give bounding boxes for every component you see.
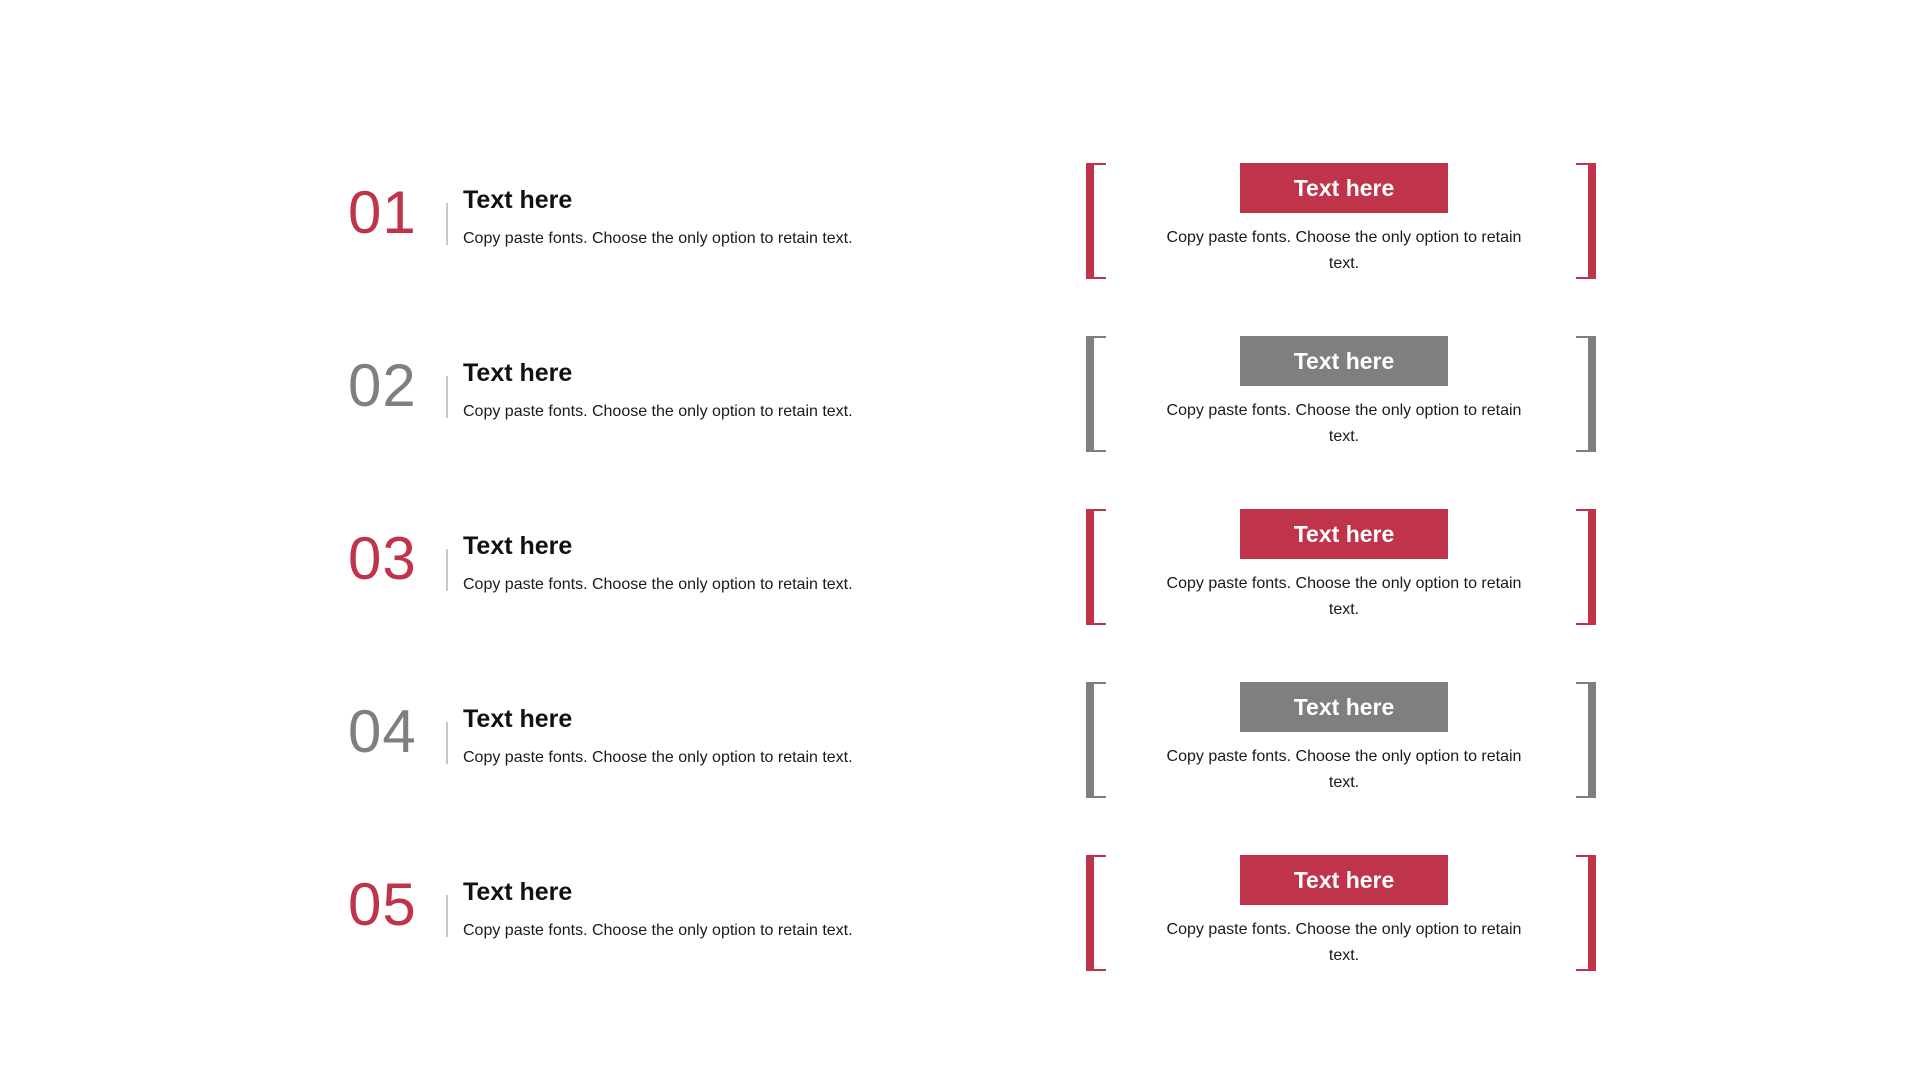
- left-item-description: Copy paste fonts. Choose the only option to retain text.: [463, 576, 853, 593]
- left-bracket: [1086, 682, 1106, 798]
- right-bracket: [1576, 855, 1596, 971]
- list-row-1: [0, 163, 1920, 281]
- step-number: 02: [348, 352, 417, 419]
- vertical-divider: [446, 549, 448, 591]
- right-item-description: Copy paste fonts. Choose the only option to retain text.: [1166, 921, 1522, 964]
- vertical-divider: [446, 376, 448, 418]
- vertical-divider: [446, 722, 448, 764]
- right-item-description: Copy paste fonts. Choose the only option to retain text.: [1166, 229, 1522, 272]
- list-row-5: [0, 855, 1920, 973]
- right-bracket: [1576, 163, 1596, 279]
- left-item-title: Text here: [463, 186, 573, 214]
- tag-label-box: Text here: [1240, 163, 1448, 213]
- step-number: 04: [348, 698, 417, 765]
- right-bracket: [1576, 336, 1596, 452]
- left-bracket: [1086, 509, 1106, 625]
- step-number: 01: [348, 179, 417, 246]
- left-item-description: Copy paste fonts. Choose the only option to retain text.: [463, 749, 853, 766]
- left-item-title: Text here: [463, 878, 573, 906]
- step-number: 05: [348, 871, 417, 938]
- left-bracket: [1086, 336, 1106, 452]
- tag-label-box: Text here: [1240, 855, 1448, 905]
- vertical-divider: [446, 895, 448, 937]
- left-item-title: Text here: [463, 359, 573, 387]
- list-row-4: [0, 682, 1920, 800]
- step-number: 03: [348, 525, 417, 592]
- tag-label-box: Text here: [1240, 336, 1448, 386]
- list-row-3: [0, 509, 1920, 627]
- left-bracket: [1086, 855, 1106, 971]
- list-row-2: [0, 336, 1920, 454]
- left-bracket: [1086, 163, 1106, 279]
- vertical-divider: [446, 203, 448, 245]
- right-bracket: [1576, 509, 1596, 625]
- left-item-description: Copy paste fonts. Choose the only option to retain text.: [463, 922, 853, 939]
- left-item-description: Copy paste fonts. Choose the only option to retain text.: [463, 230, 853, 247]
- left-item-title: Text here: [463, 705, 573, 733]
- right-item-description: Copy paste fonts. Choose the only option to retain text.: [1166, 402, 1522, 445]
- tag-label-box: Text here: [1240, 509, 1448, 559]
- right-item-description: Copy paste fonts. Choose the only option to retain text.: [1166, 748, 1522, 791]
- tag-label-box: Text here: [1240, 682, 1448, 732]
- left-item-description: Copy paste fonts. Choose the only option to retain text.: [463, 403, 853, 420]
- right-bracket: [1576, 682, 1596, 798]
- right-item-description: Copy paste fonts. Choose the only option to retain text.: [1166, 575, 1522, 618]
- left-item-title: Text here: [463, 532, 573, 560]
